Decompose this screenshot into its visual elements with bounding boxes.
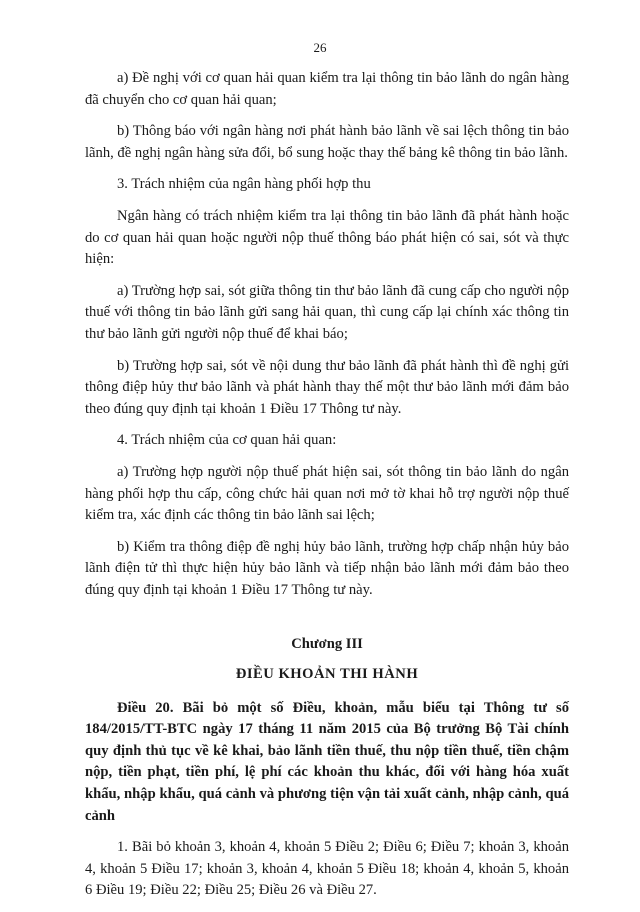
section-3-heading: 3. Trách nhiệm của ngân hàng phối hợp thu: [117, 176, 371, 193]
chapter-title: ĐIỀU KHOẢN THI HÀNH: [235, 666, 419, 683]
section-4a: a) Trường hợp người nộp thuế phát hiện sai, sót thông tin bảo lãnh do ngân hàng phối hợp thu cấp, công chức hải quan nơi mở tờ khai hỗ trợ người nộp thuế kiểm tra, xác định các thông tin bảo lãnh sai lệch;: [85, 463, 569, 524]
paragraph-1b: b) Thông báo với ngân hàng nơi phát hành bảo lãnh về sai lệch thông tin bảo lãnh, đề nghị ngân hàng sửa đổi, bổ sung hoặc thay thế bảng kê thông tin bảo lãnh.: [85, 123, 569, 161]
chapter-number: Chương III: [291, 636, 363, 653]
section-3a: a) Trường hợp sai, sót giữa thông tin thư bảo lãnh đã cung cấp cho người nộp thuế với thông tin bảo lãnh gửi sang hải quan, thì cung cấp lại chính xác thông tin thư bảo lãnh gửi người nộp thuế để khai báo;: [85, 282, 569, 342]
page-number: 26: [313, 40, 327, 55]
paragraph-1a: a) Đề nghị với cơ quan hải quan kiểm tra lại thông tin bảo lãnh do ngân hàng đã chuyển cho cơ quan hải quan;: [85, 70, 569, 108]
section-3-intro: Ngân hàng có trách nhiệm kiểm tra lại thông tin bảo lãnh đã phát hành hoặc do cơ quan hải quan hoặc người nộp thuế thông báo phát hiện có sai, sót và thực hiện:: [85, 207, 569, 268]
section-3b: b) Trường hợp sai, sót về nội dung thư bảo lãnh đã phát hành thì đề nghị gửi thông điệp hủy thư bảo lãnh và phát hành thay thế một thư bảo lãnh mới đảm bảo theo đúng quy định tại khoản 1 Điều 17 Thông tư này.: [85, 357, 569, 417]
section-4-heading: 4. Trách nhiệm của cơ quan hải quan:: [117, 432, 337, 449]
section-4b: b) Kiểm tra thông điệp đề nghị hủy bảo lãnh, trường hợp chấp nhận hủy bảo lãnh điện tử thì thực hiện hủy bảo lãnh và tiếp nhận bảo lãnh mới đảm bảo theo đúng quy định tại khoản 1 Điều 17 Thông tư này.: [85, 538, 569, 598]
article-20-clause-1: 1. Bãi bỏ khoản 3, khoản 4, khoản 5 Điều 2; Điều 6; Điều 7; khoản 3, khoản 4, khoản 5 Điều 17; khoản 3, khoản 4, khoản 5 Điều 18; khoản 4, khoản 5, khoản 6 Điều 19; Điều 22; Điều 25; Điều 26 và Điều 27.: [85, 839, 569, 899]
article-20-heading: Điều 20. Bãi bỏ một số Điều, khoản, mẫu biểu tại Thông tư số 184/2015/TT-BTC ngày 17 tháng 11 năm 2015 của Bộ trưởng Bộ Tài chính quy định thủ tục về kê khai, bảo lãnh tiền thuế, thu nộp tiền thuế, tiền chậm nộp, tiền phạt, tiền phí, lệ phí các khoản thu khác, đối với hàng hóa xuất khẩu, nhập khẩu, quá cảnh và phương tiện vận tải xuất cảnh, nhập cảnh, quá cảnh: [85, 699, 569, 824]
document-body: [85, 68, 569, 912]
